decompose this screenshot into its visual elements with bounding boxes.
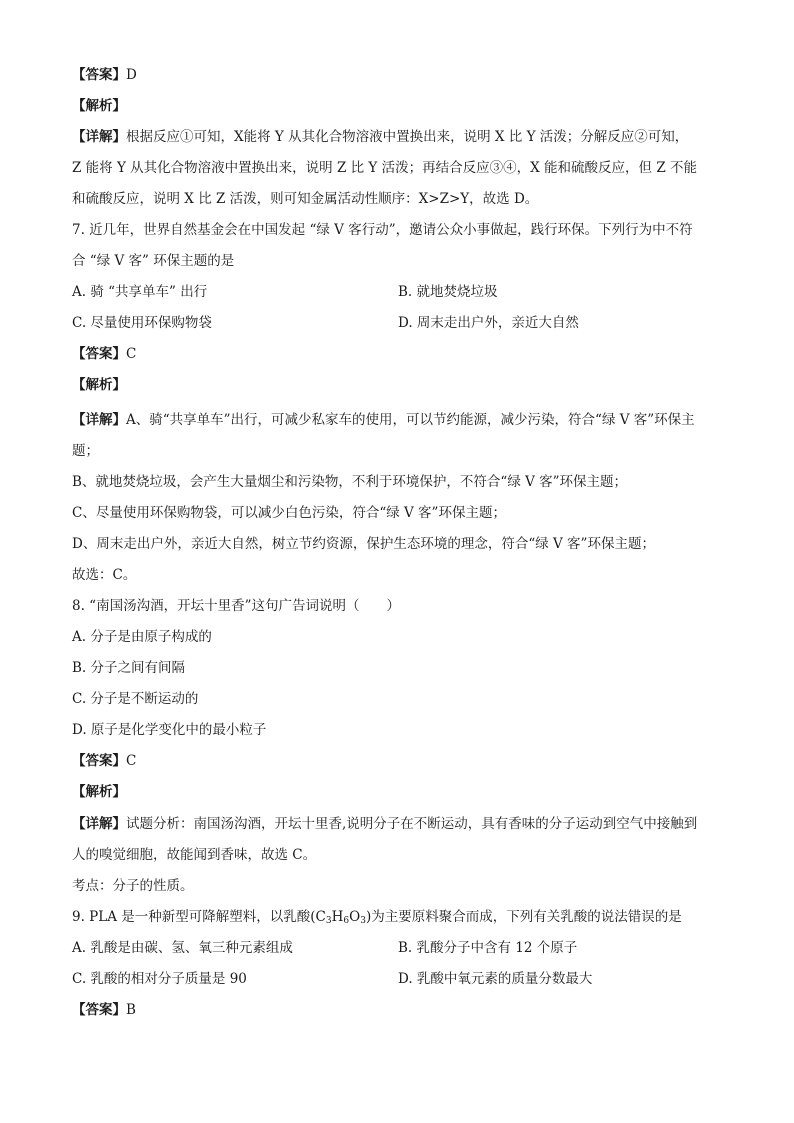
q8-option-c: C. 分子是不断运动的: [72, 691, 199, 707]
answer-value: C: [126, 753, 137, 769]
answer-tag: 【答案】: [72, 1002, 126, 1018]
q6-analysis-tag: 【解析】: [72, 98, 126, 114]
q9-option-a: A. 乳酸是由碳、氢、氧三种元素组成: [72, 940, 293, 956]
q8-detail-line-2: 人的嗅觉细胞，故能闻到香味，故选 C。: [72, 847, 317, 863]
detail-tag: 【详解】: [72, 816, 126, 832]
q7-stem-line-2: 合 “绿 V 客” 环保主题的是: [72, 253, 235, 269]
q7-stem-line-1: 7. 近几年，世界自然基金会在中国发起 “绿 V 客行动”，邀请公众小事做起，践行环保。下列行为中不符: [72, 222, 693, 238]
answer-tag: 【答案】: [72, 67, 126, 83]
q8-option-d: D. 原子是化学变化中的最小粒子: [72, 722, 267, 738]
q7-detail-line-2: 题；: [72, 443, 99, 459]
q6-detail-line-2: Z 能将 Y 从其化合物溶液中置换出来，说明 Z 比 Y 活泼；再结合反应③④，X 能和硫酸反应，但 Z 不能: [72, 160, 697, 176]
q9-option-b: B. 乳酸分子中含有 12 个原子: [398, 940, 578, 956]
answer-tag: 【答案】: [72, 346, 126, 362]
q7-analysis-tag: 【解析】: [72, 377, 126, 393]
q6-answer-line: [72, 66, 722, 84]
lactic-acid-formula: $C_3H_6O_3$: [315, 909, 366, 926]
q7-detail-line-3: B、就地焚烧垃圾，会产生大量烟尘和污染物，不利于环境保护，不符合“绿 V 客”环保主题；: [72, 474, 628, 490]
answer-tag: 【答案】: [72, 753, 126, 769]
q7-detail-line-1: 【详解】A、骑“共享单车”出行，可减少私家车的使用，可以节约能源，减少污染，符合“绿 V 客”环保主: [72, 412, 695, 428]
q7-detail-line-5: D、周末走出户外，亲近大自然，树立节约资源，保护生态环境的理念，符合“绿 V 客”环保主题；: [72, 536, 655, 552]
q7-option-a: A. 骑 “共享单车” 出行: [72, 284, 208, 300]
answer-value: D: [126, 67, 137, 83]
q7-option-b: B. 就地焚烧垃圾: [398, 284, 498, 300]
q8-option-a: A. 分子是由原子构成的: [72, 629, 212, 645]
q8-stem: 8. “南国汤沟酒，开坛十里香”这句广告词说明（ ）: [72, 598, 400, 614]
q8-analysis-tag: 【解析】: [72, 784, 126, 800]
q9-option-d: D. 乳酸中氧元素的质量分数最大: [398, 971, 593, 987]
q9-option-c: C. 乳酸的相对分子质量是 90: [72, 971, 247, 987]
q7-detail-line-4: C、尽量使用环保购物袋，可以减少白色污染，符合“绿 V 客”环保主题；: [72, 505, 506, 521]
q8-detail-line-1: 【详解】试题分析：南国汤沟酒，开坛十里香,说明分子在不断运动，具有香味的分子运动到空气中接触到: [72, 816, 698, 832]
q7-option-c: C. 尽量使用环保购物袋: [72, 315, 212, 331]
answer-value: B: [126, 1002, 136, 1018]
q6-detail-line-1: 【详解】根据反应①可知，X能将 Y 从其化合物溶液中置换出来，说明 X 比 Y 活泼；分解反应②可知，: [72, 129, 689, 145]
detail-tag: 【详解】: [72, 129, 126, 145]
q8-option-b: B. 分子之间有间隔: [72, 660, 186, 676]
q7-answer-line: [72, 345, 722, 363]
q9-stem: 9. PLA 是一种新型可降解塑料，以乳酸$(C_3H_6O_3)$为主要原料聚合而成，下列有关乳酸的说法错误的是: [72, 909, 682, 926]
q7-detail-line-6: 故选：C。: [72, 567, 137, 583]
answer-value: C: [126, 346, 137, 362]
q8-answer-line: [72, 752, 722, 770]
detail-tag: 【详解】: [72, 412, 126, 428]
q6-detail-line-3: 和硫酸反应，说明 X 比 Z 活泼，则可知金属活动性顺序：X>Z>Y，故选 D。: [72, 191, 539, 207]
q9-answer-line: [72, 1001, 722, 1019]
q8-kaodian: 考点：分子的性质。: [72, 878, 194, 894]
q7-option-d: D. 周末走出户外，亲近大自然: [398, 315, 579, 331]
